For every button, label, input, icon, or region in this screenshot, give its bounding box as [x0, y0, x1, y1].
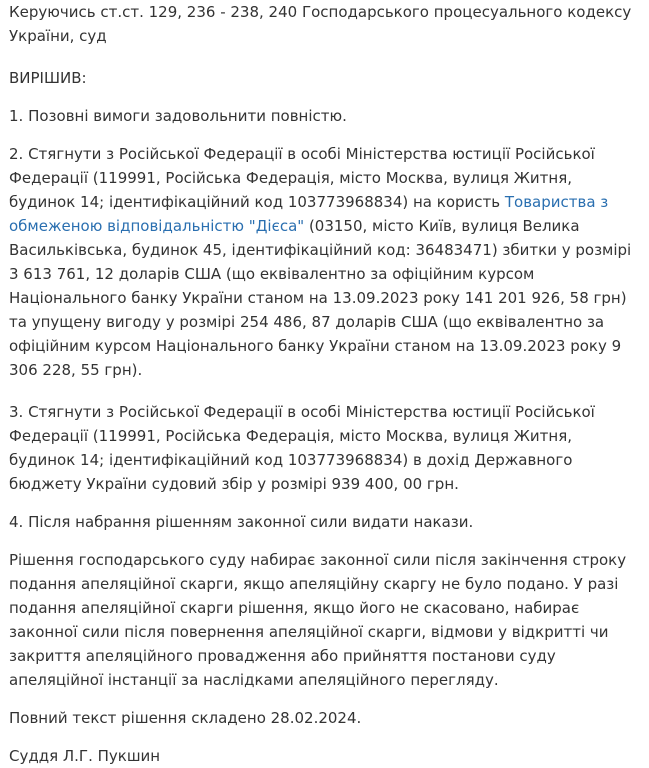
item-3: 3. Стягнути з Російської Федерації в особі Міністерства юстиції Російської Федерації (119991, Російська Федерація, місто Москва, вулиця Житня, будинок 14; ідентифікаційний код 103773968834) в дохід Державного бюджету України судовий збір у розмірі 939 400, 00 грн.	[9, 403, 595, 493]
decided-heading: ВИРІШИВ:	[9, 69, 87, 87]
judge-signature: Суддя Л.Г. Пукшин	[9, 747, 161, 765]
item-4: 4. Після набрання рішенням законної сили видати накази.	[9, 513, 474, 531]
item-2	[9, 142, 637, 382]
item-2-text-end: (03150, місто Київ, вулиця Велика Васильківська, будинок 45, ідентифікаційний код: 36483471) збитки у розмірі 3 613 761, 12 доларів США (що еквівалентно за офіційним курсом Національного банку України станом на 13.09.2023 року 141 201 926, 58 грн) та упущену вигоду у розмірі 254 486, 87 доларів США (що еквівалентно за офіційним курсом Національного банку України станом на 13.09.2023 року 9 306 228, 55 грн).	[9, 217, 632, 379]
item-1: 1. Позовні вимоги задовольнити повністю.	[9, 107, 347, 125]
legal-effect-paragraph: Рішення господарського суду набирає законної сили після закінчення строку подання апеляційної скарги, якщо апеляційну скаргу не було подано. У разі подання апеляційної скарги рішення, якщо його не скасовано, набирає законної сили після повернення апеляційної скарги, відмови у відкритті чи закриття апеляційного провадження або прийняття постанови суду апеляційної інстанції за наслідками апеляційного перегляду.	[9, 551, 627, 689]
intro-paragraph: Керуючись ст.ст. 129, 236 - 238, 240 Господарського процесуального кодексу України, суд	[9, 3, 632, 45]
full-text-date: Повний текст рішення складено 28.02.2024.	[9, 709, 362, 727]
item-2-text-start: 2. Стягнути з Російської Федерації в особі Міністерства юстиції Російської Федерації (119991, Російська Федерація, місто Москва, вулиця Житня, будинок 14; ідентифікаційний код 103773968834) на користь	[9, 145, 595, 211]
company-link[interactable]: Товариства з обмеженою відповідальністю "Дієса"	[9, 193, 609, 235]
